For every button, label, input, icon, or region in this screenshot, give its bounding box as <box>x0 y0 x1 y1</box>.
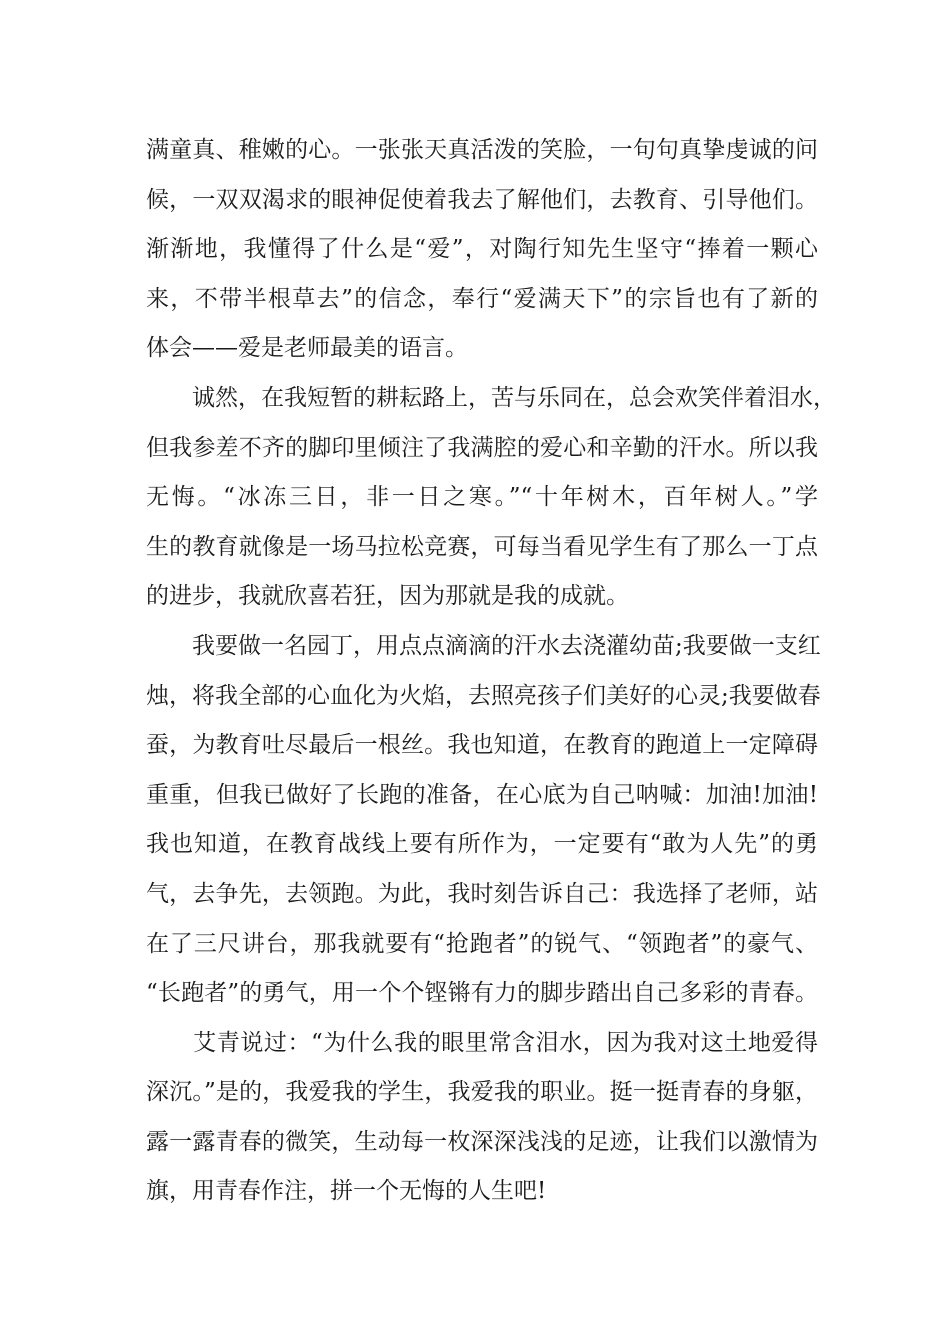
text-line: 气，去争先，去领跑。为此，我时刻告诉自己：我选择了老师，站 <box>146 880 818 907</box>
text-line: 深沉。”是的，我爱我的学生，我爱我的职业。挺一挺青春的身躯， <box>146 1079 818 1106</box>
text-line: 蚕，为教育吐尽最后一根丝。我也知道，在教育的跑道上一定障碍 <box>146 732 818 759</box>
text-line: 在了三尺讲台，那我就要有“抢跑者”的锐气、“领跑者”的豪气、 <box>146 930 818 957</box>
text-line: 无悔。“冰冻三日，非一日之寒。”“十年树木，百年树人。”学 <box>146 484 818 511</box>
paragraph <box>146 622 821 1019</box>
text-line: 但我参差不齐的脚印里倾注了我满腔的爱心和辛勤的汗水。所以我 <box>146 434 818 461</box>
document-page <box>146 126 836 1217</box>
text-line: “长跑者”的勇气，用一个个铿锵有力的脚步踏出自己多彩的青春。 <box>146 980 818 1007</box>
paragraph <box>146 1019 818 1217</box>
text-line: 艾青说过：“为什么我的眼里常含泪水，因为我对这土地爱得 <box>146 1029 818 1056</box>
text-line: 烛，将我全部的心血化为火焰，去照亮孩子们美好的心灵;我要做春 <box>146 682 821 709</box>
text-line: 我也知道，在教育战线上要有所作为，一定要有“敢为人先”的勇 <box>146 831 818 858</box>
text-line: 露一露青春的微笑，生动每一枚深深浅浅的足迹，让我们以激情为 <box>146 1128 818 1155</box>
text-line: 重重，但我已做好了长跑的准备，在心底为自己呐喊：加油!加油! <box>146 781 818 808</box>
text-line: 来，不带半根草去”的信念，奉行“爱满天下”的宗旨也有了新的 <box>146 285 818 312</box>
text-line: 候，一双双渴求的眼神促使着我去了解他们，去教育、引导他们。 <box>146 186 818 213</box>
paragraph <box>146 126 818 374</box>
text-line: 生的教育就像是一场马拉松竞赛，可每当看见学生有了那么一丁点 <box>146 533 818 560</box>
text-line: 的进步，我就欣喜若狂，因为那就是我的成就。 <box>146 583 629 610</box>
paragraph <box>146 374 836 622</box>
text-line: 我要做一名园丁，用点点滴滴的汗水去浇灌幼苗;我要做一支红 <box>146 632 821 659</box>
text-line: 旗，用青春作注，拼一个无悔的人生吧! <box>146 1178 547 1205</box>
text-line: 体会——爱是老师最美的语言。 <box>146 335 468 362</box>
text-line: 诚然，在我短暂的耕耘路上，苦与乐同在，总会欢笑伴着泪水， <box>146 384 836 411</box>
text-line: 渐渐地，我懂得了什么是“爱”，对陶行知先生坚守“捧着一颗心 <box>146 236 818 263</box>
text-line: 满童真、稚嫩的心。一张张天真活泼的笑脸，一句句真挚虔诚的问 <box>146 137 818 163</box>
